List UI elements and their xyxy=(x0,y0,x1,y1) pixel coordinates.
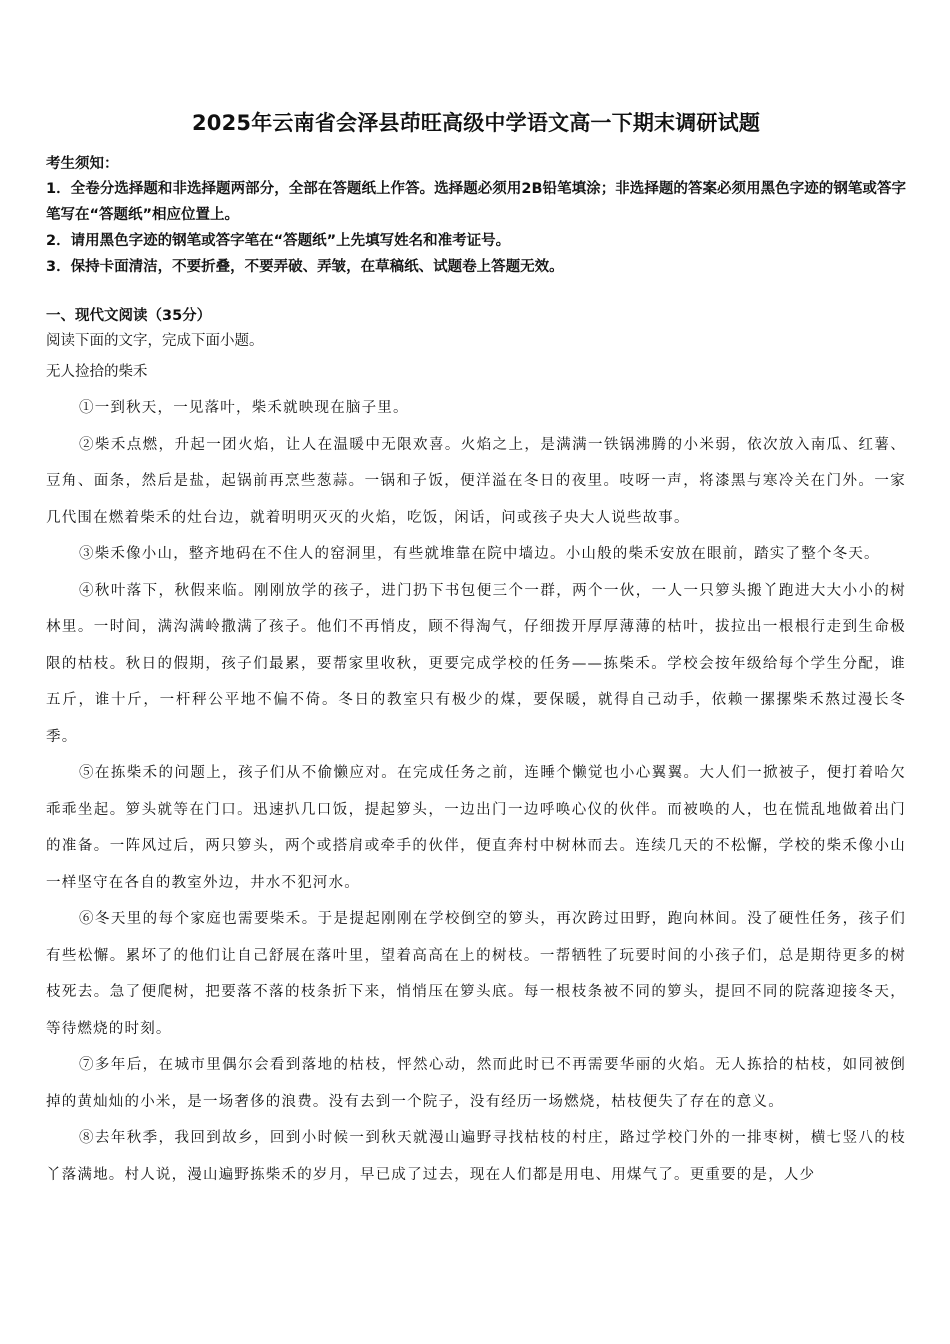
article-paragraph-5: ⑤在拣柴禾的问题上，孩子们从不偷懒应对。在完成任务之前，连睡个懒觉也小心翼翼。大人们一掀被子，便打着哈欠乖乖坐起。箩头就等在门口。迅速扒几口饭，提起箩头，一边出门一边呼唤心仪的伙伴。而被唤的人，也在慌乱地做着出门的准备。一阵风过后，两只箩头，两个或搭肩或牵手的伙伴，便直奔村中树林而去。连续几天的不松懈，学校的柴禾像小山一样坚守在各自的教室外边，井水不犯河水。 xyxy=(46,765,906,891)
notice-item-2: 2．请用黑色字迹的钢笔或答字笔在“答题纸”上先填写姓名和准考证号。 xyxy=(46,233,511,249)
article-paragraph-2: ②柴禾点燃，升起一团火焰，让人在温暖中无限欢喜。火焰之上，是满满一铁锅沸腾的小米弱，依次放入南瓜、红薯、豆角、面条，然后是盐，起锅前再烹些葱蒜。一锅和子饭，便洋溢在冬日的夜里。吱呀一声，将漆黑与寒冷关在门外。一家几代围在燃着柴禾的灶台边，就着明明灭灭的火焰，吃饭，闲话，问或孩子央大人说些故事。 xyxy=(46,436,906,526)
notice-item-3: 3．保持卡面清洁，不要折叠，不要弄破、弄皱，在草稿纸、试题卷上答题无效。 xyxy=(46,259,564,275)
notice-item-1: 1．全卷分选择题和非选择题两部分，全部在答题纸上作答。选择题必须用2B铅笔填涂；非选择题的答案必须用黑色字迹的钢笔或答字笔写在“答题纸”相应位置上。 xyxy=(46,181,906,223)
reading-section xyxy=(46,304,906,1193)
candidate-notice xyxy=(46,152,906,280)
article-paragraph-6: ⑥冬天里的每个家庭也需要柴禾。于是提起刚刚在学校倒空的箩头，再次跨过田野，跑向林间。没了硬性任务，孩子们有些松懈。累坏了的他们让自己舒展在落叶里，望着高高在上的树枝。一帮牺牲了玩要时间的小孩子们，总是期待更多的树枝死去。急了便爬树，把要落不落的枝条折下来，悄悄压在箩头底。每一根枝条被不同的箩头，提回不同的院落迎接冬天，等待燃烧的时刻。 xyxy=(46,911,906,1037)
article-paragraph-1: ①一到秋天，一见落叶，柴禾就映现在脑子里。 xyxy=(79,400,409,416)
section-heading: 一、现代文阅读（35分） xyxy=(46,308,212,324)
section-instruction: 阅读下面的文字，完成下面小题。 xyxy=(46,333,264,349)
article-title: 无人捡拾的柴禾 xyxy=(46,364,148,380)
exam-page xyxy=(46,108,906,1193)
article-paragraph-4: ④秋叶落下，秋假来临。刚刚放学的孩子，进门扔下书包便三个一群，两个一伙，一人一只箩头搬丫跑进大大小小的树林里。一时间，满沟满岭撒满了孩子。他们不再悄皮，顾不得淘气，仔细拨开厚厚薄薄的枯叶，拔拉出一根根行走到生命极限的枯枝。秋日的假期，孩子们最累，要帮家里收秋，更要完成学校的任务——拣柴禾。学校会按年级给每个学生分配，谁五斤，谁十斤，一杆秤公平地不偏不倚。冬日的教室只有极少的煤，要保暖，就得自己动手，依赖一摞摞柴禾熬过漫长冬季。 xyxy=(46,582,906,745)
notice-heading: 考生须知： xyxy=(46,156,119,172)
page-title: 2025年云南省会泽县茚旺高级中学语文高一下期末调研试题 xyxy=(191,111,761,135)
article-paragraph-8: ⑧去年秋季，我回到故乡，回到小时候一到秋天就漫山遍野寻找枯枝的村庄，路过学校门外的一排枣树，横七竖八的枝丫落满地。村人说，漫山遍野拣柴禾的岁月，早已成了过去，现在人们都是用电、用煤气了。更重要的是，人少 xyxy=(46,1130,906,1183)
article-paragraph-7: ⑦多年后，在城市里偶尔会看到落地的枯枝，怦然心动，然而此时已不再需要华丽的火焰。无人拣拾的枯枝，如同被倒掉的黄灿灿的小米，是一场奢侈的浪费。没有去到一个院子，没有经历一场燃烧，枯枝便失了存在的意义。 xyxy=(46,1057,906,1110)
article-paragraph-3: ③柴禾像小山，整齐地码在不住人的窑洞里，有些就堆靠在院中墙边。小山般的柴禾安放在眼前，踏实了整个冬天。 xyxy=(79,546,880,562)
